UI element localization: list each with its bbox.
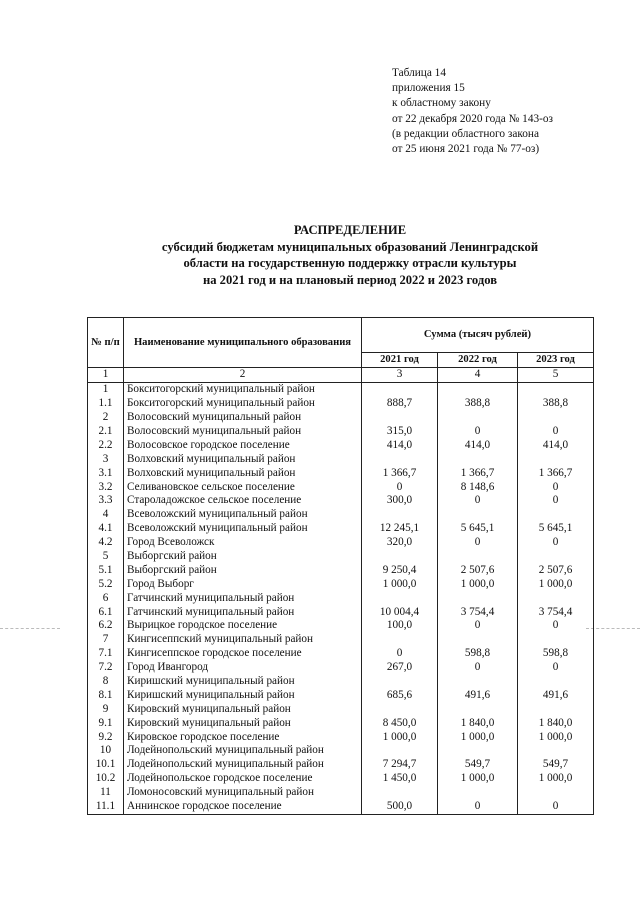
header-note-line: от 25 июня 2021 года № 77-оз)	[392, 143, 540, 156]
amount-2023	[518, 633, 594, 647]
amount-2021: 315,0	[362, 425, 438, 439]
amount-2023: 549,7	[518, 758, 594, 772]
amount-2022	[438, 633, 518, 647]
row-number: 4.2	[88, 536, 124, 550]
amount-2023: 0	[518, 494, 594, 508]
amount-2021	[362, 675, 438, 689]
amount-2022	[438, 591, 518, 605]
amount-2021	[362, 591, 438, 605]
amount-2022: 0	[438, 619, 518, 633]
table-row	[88, 730, 594, 744]
row-number: 2	[88, 411, 124, 425]
amount-2022: 2 507,6	[438, 563, 518, 577]
column-header-sum: Сумма (тысяч рублей)	[362, 318, 594, 353]
amount-2022	[438, 508, 518, 522]
row-number: 3.2	[88, 480, 124, 494]
row-number: 8.1	[88, 688, 124, 702]
amount-2022	[438, 452, 518, 466]
header-note-line: (в редакции областного закона	[392, 127, 539, 140]
row-number: 4	[88, 508, 124, 522]
amount-2023: 388,8	[518, 397, 594, 411]
amount-2021	[362, 550, 438, 564]
amount-2023: 0	[518, 661, 594, 675]
column-header-number: № п/п	[88, 318, 124, 368]
amount-2023: 0	[518, 480, 594, 494]
municipality-name: Кировский муниципальный район	[124, 716, 362, 730]
amount-2021: 1 000,0	[362, 730, 438, 744]
column-index: 2	[124, 368, 362, 383]
municipality-name: Киришский муниципальный район	[124, 675, 362, 689]
amount-2023	[518, 452, 594, 466]
column-index: 5	[518, 368, 594, 383]
row-number: 7.1	[88, 647, 124, 661]
amount-2021	[362, 744, 438, 758]
header-note-line: Таблица 14	[392, 67, 446, 79]
amount-2022: 0	[438, 494, 518, 508]
amount-2022	[438, 382, 518, 396]
amount-2022: 0	[438, 536, 518, 550]
table-row	[88, 563, 594, 577]
municipality-name: Вырицкое городское поселение	[124, 619, 362, 633]
table-row	[88, 466, 594, 480]
municipality-name: Лодейнопольское городское поселение	[124, 772, 362, 786]
row-number: 11.1	[88, 800, 124, 814]
table-row	[88, 508, 594, 522]
table-row	[88, 605, 594, 619]
amount-2023	[518, 675, 594, 689]
amount-2022: 491,6	[438, 688, 518, 702]
amount-2021: 100,0	[362, 619, 438, 633]
table-row	[88, 438, 594, 452]
column-index: 1	[88, 368, 124, 383]
table-row	[88, 397, 594, 411]
municipality-name: Гатчинский муниципальный район	[124, 591, 362, 605]
amount-2022: 598,8	[438, 647, 518, 661]
row-number: 9.2	[88, 730, 124, 744]
amount-2023: 2 507,6	[518, 563, 594, 577]
amount-2021: 267,0	[362, 661, 438, 675]
amount-2023: 0	[518, 425, 594, 439]
header-note-line: от 22 декабря 2020 года № 143-оз	[392, 112, 553, 125]
amount-2021: 500,0	[362, 800, 438, 814]
column-index: 3	[362, 368, 438, 383]
amount-2021: 12 245,1	[362, 522, 438, 536]
municipality-name: Гатчинский муниципальный район	[124, 605, 362, 619]
title-line: на 2021 год и на плановый период 2022 и 2023 годов	[202, 272, 498, 287]
amount-2023: 1 000,0	[518, 577, 594, 591]
municipality-name: Выборгский район	[124, 550, 362, 564]
amount-2022: 549,7	[438, 758, 518, 772]
amount-2023	[518, 382, 594, 396]
municipality-name: Волосовский муниципальный район	[124, 425, 362, 439]
table-body	[88, 382, 594, 814]
municipality-name: Ломоносовский муниципальный район	[124, 786, 362, 800]
amount-2021: 9 250,4	[362, 563, 438, 577]
amount-2021: 414,0	[362, 438, 438, 452]
municipality-name: Бокситогорский муниципальный район	[124, 382, 362, 396]
municipality-name: Кингисеппское городское поселение	[124, 647, 362, 661]
amount-2023: 0	[518, 619, 594, 633]
row-number: 11	[88, 786, 124, 800]
table-row	[88, 675, 594, 689]
amount-2022: 5 645,1	[438, 522, 518, 536]
municipality-name: Город Ивангород	[124, 661, 362, 675]
municipality-name: Кировское городское поселение	[124, 730, 362, 744]
row-number: 8	[88, 675, 124, 689]
amount-2023: 1 840,0	[518, 716, 594, 730]
column-header-year: 2021 год	[362, 353, 438, 368]
column-header-year: 2023 год	[518, 353, 594, 368]
municipality-name: Выборгский район	[124, 563, 362, 577]
table-row	[88, 619, 594, 633]
row-number: 10	[88, 744, 124, 758]
column-index: 4	[438, 368, 518, 383]
header-note-line: к областному закону	[392, 97, 491, 110]
table-row	[88, 536, 594, 550]
municipality-name: Селивановское сельское поселение	[124, 480, 362, 494]
table-row	[88, 591, 594, 605]
table-row	[88, 411, 594, 425]
row-number: 1	[88, 382, 124, 396]
amount-2023: 5 645,1	[518, 522, 594, 536]
table-row	[88, 744, 594, 758]
municipality-name: Волосовское городское поселение	[124, 438, 362, 452]
table-row	[88, 480, 594, 494]
table-row	[88, 702, 594, 716]
row-number: 2.2	[88, 438, 124, 452]
row-number: 3	[88, 452, 124, 466]
table-row	[88, 425, 594, 439]
table-row	[88, 647, 594, 661]
amount-2022: 0	[438, 800, 518, 814]
amount-2023: 414,0	[518, 438, 594, 452]
municipality-name: Лодейнопольский муниципальный район	[124, 744, 362, 758]
row-number: 5.2	[88, 577, 124, 591]
amount-2023	[518, 550, 594, 564]
document-title	[60, 222, 640, 288]
table-row	[88, 716, 594, 730]
municipality-name: Староладожское сельское поселение	[124, 494, 362, 508]
table-row	[88, 758, 594, 772]
amount-2021: 0	[362, 647, 438, 661]
municipality-name: Всеволожский муниципальный район	[124, 522, 362, 536]
amount-2021: 10 004,4	[362, 605, 438, 619]
title-line: субсидий бюджетам муниципальных образований Ленинградской	[161, 239, 539, 254]
amount-2021: 300,0	[362, 494, 438, 508]
municipality-name: Кировский муниципальный район	[124, 702, 362, 716]
amount-2022: 1 000,0	[438, 577, 518, 591]
municipality-name: Всеволожский муниципальный район	[124, 508, 362, 522]
row-number: 10.2	[88, 772, 124, 786]
amount-2021: 1 366,7	[362, 466, 438, 480]
municipality-name: Лодейнопольский муниципальный район	[124, 758, 362, 772]
amount-2022	[438, 411, 518, 425]
header-note-line: приложения 15	[392, 82, 465, 95]
amount-2021: 685,6	[362, 688, 438, 702]
amount-2023: 1 000,0	[518, 730, 594, 744]
municipality-name: Бокситогорский муниципальный район	[124, 397, 362, 411]
municipality-name: Волосовский муниципальный район	[124, 411, 362, 425]
header-note	[392, 66, 553, 157]
scan-artifact-line	[0, 628, 60, 629]
amount-2021	[362, 411, 438, 425]
amount-2023: 1 000,0	[518, 772, 594, 786]
amount-2021	[362, 508, 438, 522]
amount-2022: 1 000,0	[438, 730, 518, 744]
amount-2022	[438, 786, 518, 800]
amount-2023	[518, 411, 594, 425]
row-number: 3.3	[88, 494, 124, 508]
row-number: 7.2	[88, 661, 124, 675]
table-row	[88, 550, 594, 564]
amount-2022: 388,8	[438, 397, 518, 411]
table-row	[88, 800, 594, 814]
amount-2022: 0	[438, 661, 518, 675]
amount-2021	[362, 702, 438, 716]
table-row	[88, 661, 594, 675]
amount-2022	[438, 744, 518, 758]
table-row	[88, 633, 594, 647]
municipality-name: Волховский муниципальный район	[124, 452, 362, 466]
row-number: 4.1	[88, 522, 124, 536]
municipality-name: Кингисеппский муниципальный район	[124, 633, 362, 647]
row-number: 5	[88, 550, 124, 564]
amount-2023	[518, 591, 594, 605]
table-row	[88, 522, 594, 536]
row-number: 6.2	[88, 619, 124, 633]
municipality-name: Волховский муниципальный район	[124, 466, 362, 480]
municipality-name: Город Выборг	[124, 577, 362, 591]
amount-2022: 1 000,0	[438, 772, 518, 786]
row-number: 1.1	[88, 397, 124, 411]
amount-2022: 1 366,7	[438, 466, 518, 480]
amount-2023: 3 754,4	[518, 605, 594, 619]
amount-2021: 1 450,0	[362, 772, 438, 786]
table-row	[88, 452, 594, 466]
table-row	[88, 382, 594, 396]
row-number: 10.1	[88, 758, 124, 772]
amount-2021: 320,0	[362, 536, 438, 550]
table-row	[88, 688, 594, 702]
amount-2022: 414,0	[438, 438, 518, 452]
row-number: 2.1	[88, 425, 124, 439]
municipality-name: Город Всеволожск	[124, 536, 362, 550]
amount-2021	[362, 452, 438, 466]
amount-2023	[518, 702, 594, 716]
title-line: РАСПРЕДЕЛЕНИЕ	[293, 223, 407, 237]
title-line: области на государственную поддержку отрасли культуры	[183, 256, 517, 270]
amount-2022: 8 148,6	[438, 480, 518, 494]
amount-2021: 888,7	[362, 397, 438, 411]
amount-2021	[362, 633, 438, 647]
row-number: 7	[88, 633, 124, 647]
amount-2023	[518, 744, 594, 758]
distribution-table	[87, 317, 594, 815]
column-header-name: Наименование муниципального образования	[124, 318, 362, 368]
row-number: 3.1	[88, 466, 124, 480]
amount-2023: 598,8	[518, 647, 594, 661]
amount-2021: 8 450,0	[362, 716, 438, 730]
amount-2023: 0	[518, 536, 594, 550]
amount-2022	[438, 550, 518, 564]
column-header-year: 2022 год	[438, 353, 518, 368]
table-row	[88, 772, 594, 786]
amount-2022: 1 840,0	[438, 716, 518, 730]
table-row	[88, 786, 594, 800]
amount-2021: 1 000,0	[362, 577, 438, 591]
amount-2022: 3 754,4	[438, 605, 518, 619]
row-number: 6.1	[88, 605, 124, 619]
amount-2023: 0	[518, 800, 594, 814]
amount-2022	[438, 702, 518, 716]
amount-2023: 491,6	[518, 688, 594, 702]
row-number: 6	[88, 591, 124, 605]
amount-2021	[362, 786, 438, 800]
amount-2023	[518, 508, 594, 522]
scan-artifact-line	[586, 628, 640, 629]
municipality-name: Аннинское городское поселение	[124, 800, 362, 814]
table-row	[88, 494, 594, 508]
amount-2023: 1 366,7	[518, 466, 594, 480]
amount-2023	[518, 786, 594, 800]
row-number: 9	[88, 702, 124, 716]
table-row	[88, 577, 594, 591]
row-number: 5.1	[88, 563, 124, 577]
row-number: 9.1	[88, 716, 124, 730]
amount-2021: 7 294,7	[362, 758, 438, 772]
amount-2022	[438, 675, 518, 689]
amount-2022: 0	[438, 425, 518, 439]
municipality-name: Киришский муниципальный район	[124, 688, 362, 702]
amount-2021	[362, 382, 438, 396]
amount-2021: 0	[362, 480, 438, 494]
